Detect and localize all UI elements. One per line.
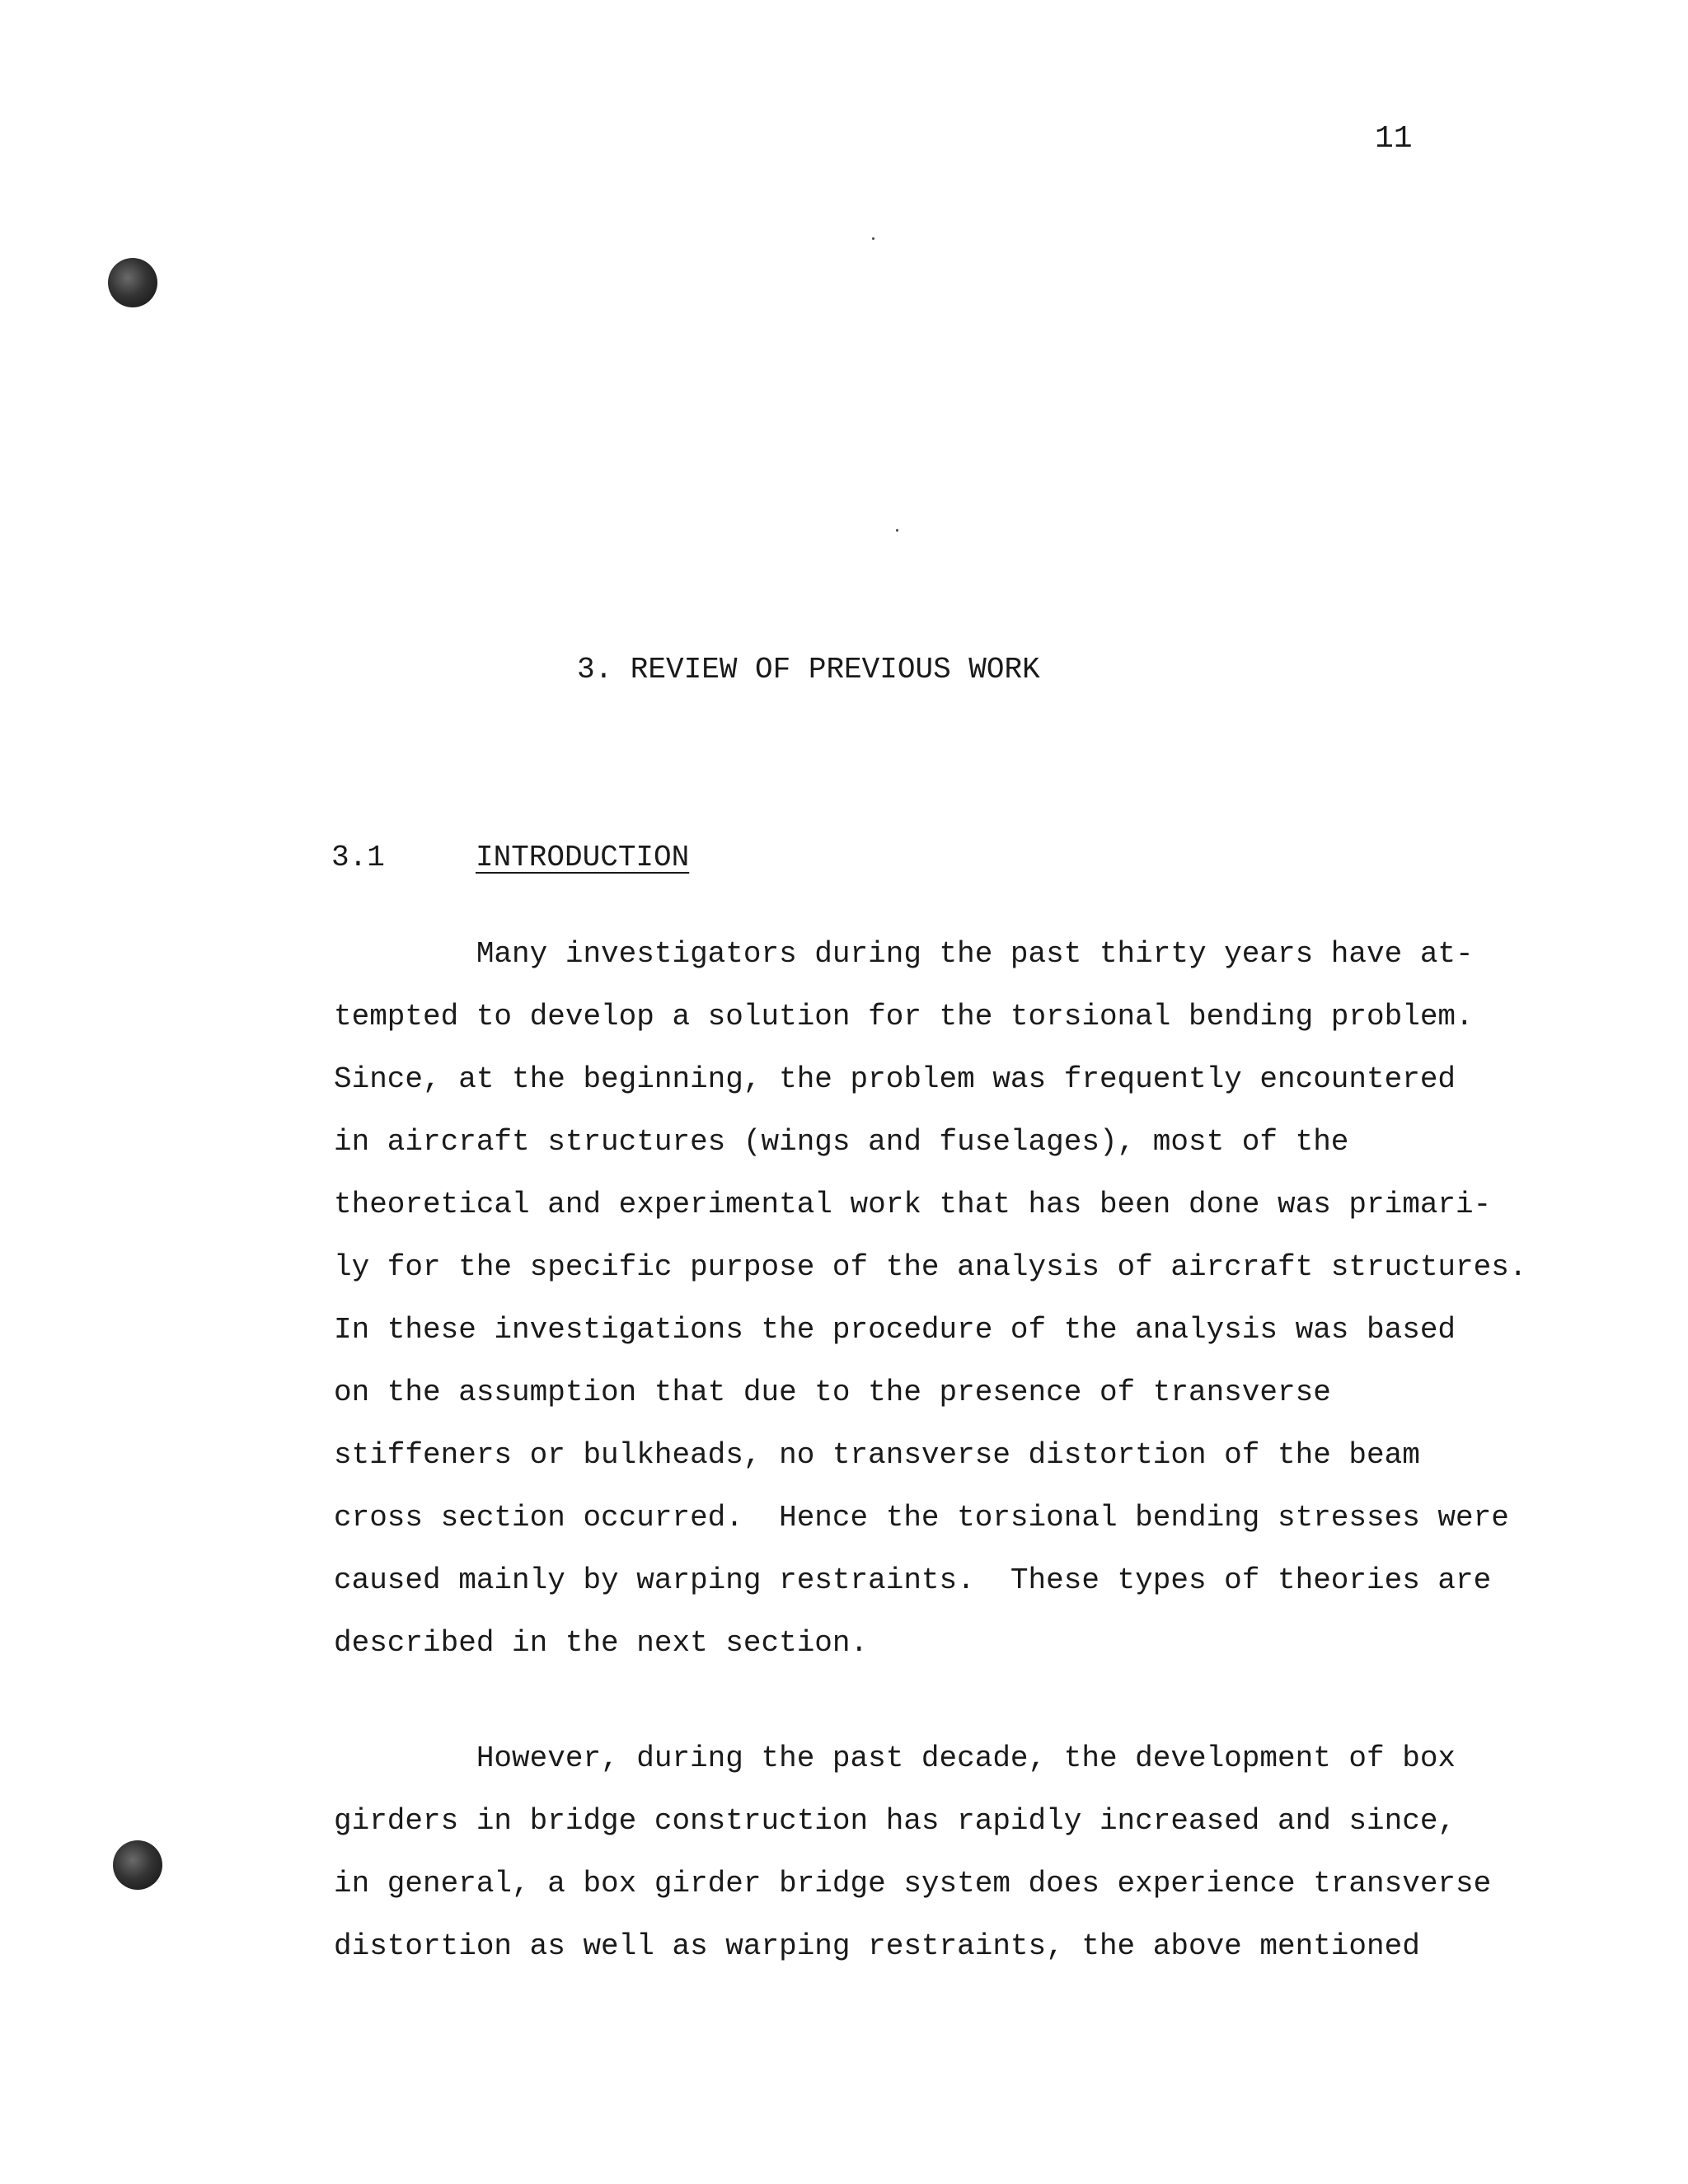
text-line: In these investigations the procedure of the analysis was based [334, 1313, 1456, 1347]
punch-hole-mark-bottom [113, 1840, 162, 1890]
paragraph-introduction [334, 923, 1537, 1675]
text-line: Since, at the beginning, the problem was frequently encountered [334, 1062, 1456, 1096]
text-line: tempted to develop a solution for the torsional bending problem. [334, 1000, 1474, 1033]
punch-hole-mark-top [108, 258, 157, 307]
text-line: distortion as well as warping restraints, the above mentioned [334, 1929, 1420, 1963]
section-heading [331, 843, 689, 873]
text-line: girders in bridge construction has rapidly increased and since, [334, 1804, 1456, 1838]
text-line: stiffeners or bulkheads, no transverse distortion of the beam [334, 1438, 1420, 1472]
section-title: INTRODUCTION [476, 841, 690, 874]
text-line: in general, a box girder bridge system does experience transverse [334, 1867, 1492, 1900]
text-line: ly for the specific purpose of the analysis of aircraft structures. [334, 1250, 1527, 1284]
text-line: Many investigators during the past thirty years have at- [334, 937, 1474, 971]
text-line: cross section occurred. Hence the torsional bending stresses were [334, 1501, 1509, 1535]
section-number: 3.1 [331, 841, 385, 874]
paragraph-box-girders [334, 1727, 1537, 1978]
text-line: on the assumption that due to the presence of transverse [334, 1376, 1331, 1409]
text-line: caused mainly by warping restraints. These types of theories are [334, 1563, 1492, 1597]
text-line: in aircraft structures (wings and fuselages), most of the [334, 1125, 1349, 1159]
scan-speck [872, 237, 874, 240]
text-line: However, during the past decade, the development of box [334, 1741, 1456, 1775]
text-line: theoretical and experimental work that has been done was primari- [334, 1188, 1492, 1221]
scan-speck [896, 529, 898, 532]
text-line: described in the next section. [334, 1626, 869, 1660]
chapter-heading: 3. REVIEW OF PREVIOUS WORK [577, 653, 1040, 687]
page-number: 11 [1375, 121, 1413, 157]
